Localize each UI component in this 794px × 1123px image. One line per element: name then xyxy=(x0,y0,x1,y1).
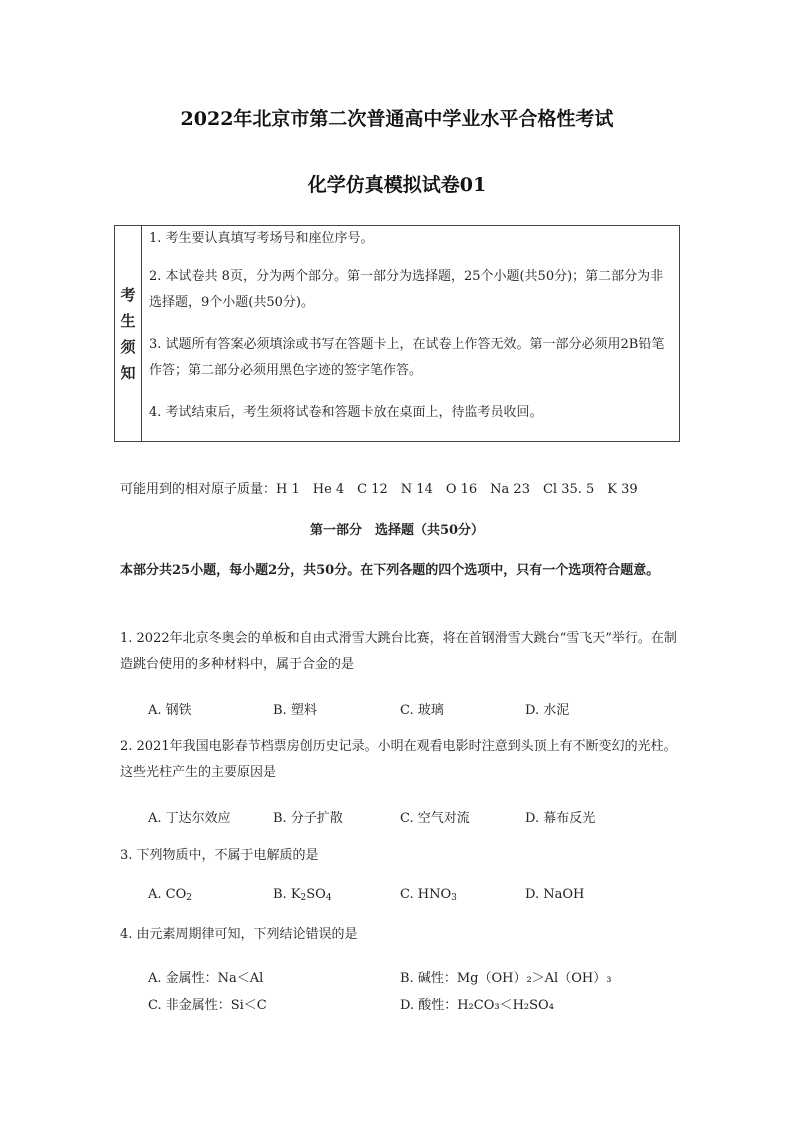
notice-item-1: 1. 考生要认真填写考场号和座位序号。 xyxy=(149,231,374,246)
question-2-option-b[interactable]: B. 分子扩散 xyxy=(273,811,343,826)
question-1-option-d[interactable]: D. 水泥 xyxy=(525,703,570,718)
question-4-option-a[interactable]: A. 金属性：Na＜Al xyxy=(148,971,264,986)
question-3-stem: 3. 下列物质中，不属于电解质的是 xyxy=(120,848,319,863)
notice-label-char: 考 xyxy=(120,285,136,304)
notice-label-char: 生 xyxy=(120,311,136,330)
question-3-option-a[interactable]: A. $CO_2$ xyxy=(148,887,192,903)
question-2-stem: 2. 2021年我国电影春节档票房创历史记录。小明在观看电影时注意到头顶上有不断变幻的光柱。这些光柱产生的主要原因是 xyxy=(120,739,677,780)
question-3-option-d[interactable]: D. NaOH xyxy=(525,887,585,902)
question-4-option-d[interactable]: D. 酸性：H₂CO₃＜H₂SO₄ xyxy=(400,998,554,1013)
question-1-option-b[interactable]: B. 塑料 xyxy=(273,703,317,718)
question-2-option-a[interactable]: A. 丁达尔效应 xyxy=(148,811,231,826)
question-1-stem: 1. 2022年北京冬奥会的单板和自由式滑雪大跳台比赛，将在首钢滑雪大跳台“雪飞天”举行。在制造跳台使用的多种材料中，属于合金的是 xyxy=(120,631,677,672)
question-4-option-b[interactable]: B. 碱性：Mg（OH）₂＞Al（OH）₃ xyxy=(400,971,612,986)
exam-subtitle: 化学仿真模拟试卷01 xyxy=(307,174,487,196)
question-3-option-c[interactable]: C. $HNO_3$ xyxy=(400,887,457,903)
question-4-option-c[interactable]: C. 非金属性：Si＜C xyxy=(148,998,267,1013)
question-2-option-d[interactable]: D. 幕布反光 xyxy=(525,811,596,826)
exam-title: 2022年北京市第二次普通高中学业水平合格性考试 xyxy=(180,108,614,130)
atomic-masses: 可能用到的相对原子质量：H 1 He 4 C 12 N 14 O 16 Na 23 Cl 35. 5 K 39 xyxy=(120,482,638,497)
notice-box xyxy=(114,225,680,442)
section-title: 第一部分 选择题（共50分） xyxy=(309,523,485,538)
question-1-option-a[interactable]: A. 钢铁 xyxy=(148,703,192,718)
section-instruction: 本部分共25小题，每小题2分，共50分。在下列各题的四个选项中，只有一个选项符合题意。 xyxy=(120,563,660,578)
question-3-option-b[interactable]: B. $K_2SO_4$ xyxy=(273,887,332,903)
question-1-option-c[interactable]: C. 玻璃 xyxy=(400,703,444,718)
notice-label-char: 须 xyxy=(120,337,136,356)
question-2-option-c[interactable]: C. 空气对流 xyxy=(400,811,470,826)
notice-label xyxy=(115,226,142,441)
notice-item-3: 3. 试题所有答案必须填涂或书写在答题卡上，在试卷上作答无效。第一部分必须用2B铅笔作答；第二部分必须用黑色字迹的签字笔作答。 xyxy=(149,337,665,378)
notice-label-char: 知 xyxy=(120,363,136,382)
question-4-stem: 4. 由元素周期律可知，下列结论错误的是 xyxy=(120,927,358,942)
notice-item-4: 4. 考试结束后，考生须将试卷和答题卡放在桌面上，待监考员收回。 xyxy=(149,405,543,420)
notice-item-2: 2. 本试卷共 8页，分为两个部分。第一部分为选择题，25个小题(共50分)；第二部分为非选择题，9个小题(共50分)。 xyxy=(149,269,664,310)
